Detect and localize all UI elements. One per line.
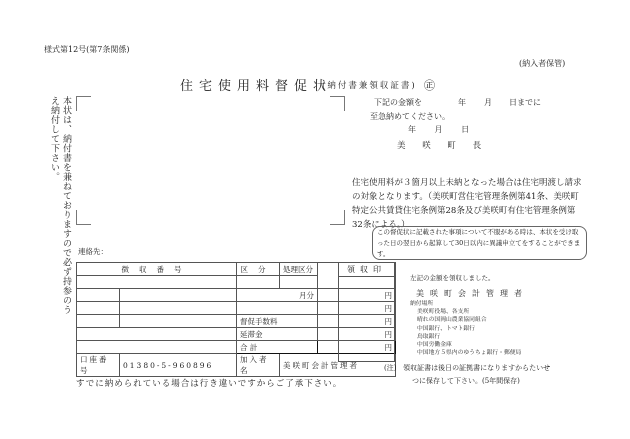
due-year: 年 (458, 98, 466, 107)
category-value (237, 276, 280, 289)
note-prefix: (注) (384, 364, 397, 372)
fee-amount: 円 (318, 315, 396, 328)
late-fee-label: 延滞金 (237, 328, 318, 341)
payment-places (410, 300, 530, 357)
late-fee-amount: 円 (318, 328, 396, 341)
month-label: 月分 (237, 289, 318, 302)
address-frame-corner (330, 96, 345, 111)
address-frame-corner (330, 210, 345, 225)
cell (77, 289, 120, 302)
copy-label: (納入者保管) (519, 59, 566, 68)
place-item: 美咲町役場、各支所 (417, 309, 470, 316)
account-label: 口座番号 (77, 354, 120, 377)
month-amount: 円 (318, 289, 396, 302)
total-label: 合 計 (237, 341, 318, 354)
note-line2: つに保存して下さい。(5年間保存) (412, 377, 520, 385)
header-collection-number: 徴収番号 (77, 263, 237, 276)
amount-2: 円 (318, 302, 396, 315)
received-text: 左記の金額を領収しました。 (410, 274, 495, 282)
receipt-stamp-box (338, 262, 395, 362)
header-category: 区分 (237, 263, 280, 276)
processing-value (280, 276, 318, 289)
issue-day: 日 (461, 125, 470, 134)
cell (120, 289, 237, 302)
side-note-line2: え納付して下さい。 (49, 96, 59, 182)
eviction-notice: 住宅使用料が３箇月以上未納となった場合は住宅明渡し請求の対象となります。（美咲町営住宅管理条例第41条、美咲町特定公共賃貸住宅条例第28条及び美咲町有住宅管理条例第32条による。） (352, 178, 582, 230)
cell (237, 302, 318, 315)
total-amount: 円 (318, 341, 396, 354)
receipt-stamp-header: 領収印 (339, 263, 394, 277)
cell (120, 302, 237, 315)
form-number: 様式第12号(第7条関係) (44, 45, 130, 54)
seal-mark-icon: ㊣ (424, 79, 435, 92)
place-item: 晴れの国岡山農業協同組合 (417, 317, 487, 324)
place-item: 中国地方５県内のゆうちょ銀行・郵便局 (417, 350, 522, 357)
issue-month: 月 (434, 125, 443, 134)
side-note-line1: 本状は、納付書を兼ねておりますので必ず持参のう (61, 96, 71, 315)
note-line1: 領収証書は後日の証拠書になりますからたいせ (403, 364, 551, 372)
collection-number-value (77, 276, 237, 289)
document-subtitle: (納付書兼領収証書) (322, 81, 417, 91)
issue-date (408, 124, 485, 135)
retention-note (384, 362, 584, 388)
places-label: 納付場所 (410, 301, 434, 307)
subscriber-label: 加入者名 (237, 354, 280, 377)
due-line (374, 97, 541, 108)
cell (120, 315, 237, 328)
due-prefix: 下記の金額を (374, 98, 422, 107)
cell (77, 341, 237, 354)
document-title: 住宅使用料督促状 (180, 79, 333, 94)
contact-label: 連絡先： (78, 247, 108, 256)
due-day: 日までに (509, 98, 541, 107)
due-month: 月 (484, 98, 492, 107)
issuer-name: 美 咲 町 長 (397, 141, 489, 151)
issue-year: 年 (408, 125, 416, 134)
cell (77, 302, 120, 315)
already-paid-notice: すでに納められている場合は行き違いですからご了承下さい。 (76, 379, 343, 389)
account-number: 01380-5-960896 (120, 354, 237, 377)
place-item: 中国労働金庫 (417, 342, 452, 349)
cell (77, 315, 120, 328)
place-item: 中国銀行、トマト銀行 (417, 325, 475, 332)
address-frame-corner (76, 210, 91, 225)
address-frame-corner (76, 96, 91, 111)
due-instruction: 至急納めてください。 (370, 112, 450, 121)
header-processing: 処理区分 (280, 263, 318, 276)
subscriber-name: 美咲町会計管理者 (280, 354, 396, 377)
appeal-notice-box: この督促状に記載された事項について不服がある時は、本状を受け取った日の翌日から起算して30日以内に異議申立てをすることができます。 (372, 226, 587, 260)
fee-label: 督促手数料 (237, 315, 318, 328)
cell (77, 328, 237, 341)
place-item: 鳥取銀行 (417, 333, 441, 340)
treasurer-name: 美咲町会計管理者 (416, 289, 528, 298)
